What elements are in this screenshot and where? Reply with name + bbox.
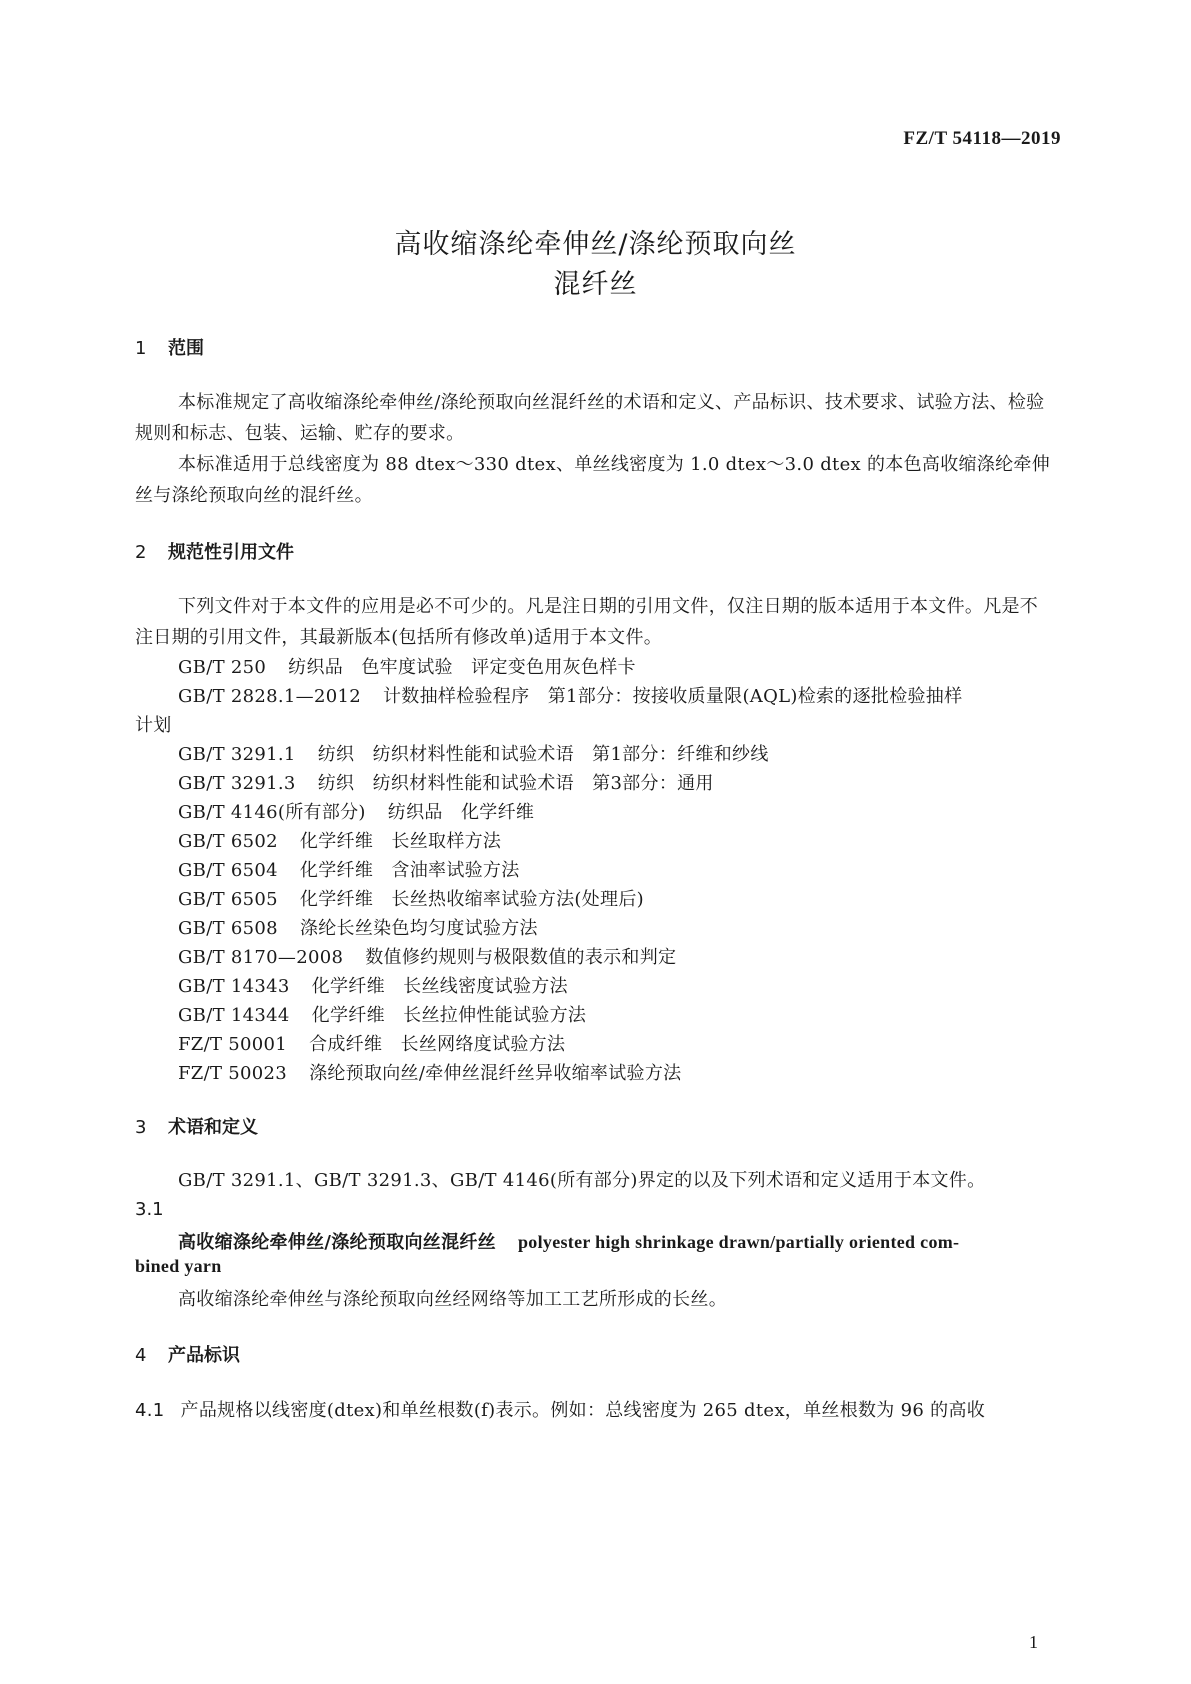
term-heading — [178, 1228, 959, 1254]
section-1-paragraph-2: 本标准适用于总线密度为 88 dtex～330 dtex、单丝线密度为 1.0 dtex～3.0 dtex 的本色高收缩涤纶牵伸丝与涤纶预取向丝的混纤丝。 — [135, 454, 1050, 506]
reference-title: 化学纤维 长丝线密度试验方法 — [311, 976, 568, 997]
reference-title: 纺织 纺织材料性能和试验术语 第3部分：通用 — [317, 773, 714, 794]
reference-item — [178, 943, 676, 969]
reference-code: GB/T 4146(所有部分) — [178, 802, 366, 823]
term-definition: 高收缩涤纶牵伸丝与涤纶预取向丝经网络等加工工艺所形成的长丝。 — [178, 1289, 727, 1310]
reference-title: 涤纶长丝染色均匀度试验方法 — [299, 918, 538, 939]
section-4-heading — [135, 1341, 240, 1367]
reference-title: 纺织 纺织材料性能和试验术语 第1部分：纤维和纱线 — [317, 744, 769, 765]
reference-item — [178, 972, 568, 998]
standard-code: FZ/T 54118—2019 — [903, 128, 1061, 149]
section-number: 3 — [135, 1117, 147, 1138]
reference-title: 计数抽样检验程序 第1部分：按接收质量限(AQL)检索的逐批检验抽样 — [383, 686, 963, 707]
reference-code: GB/T 14344 — [178, 1005, 290, 1026]
section-2-heading — [135, 538, 294, 564]
section-number: 1 — [135, 338, 147, 359]
section-number: 2 — [135, 542, 147, 563]
reference-title: 纺织品 色牢度试验 评定变色用灰色样卡 — [288, 657, 636, 678]
reference-item — [178, 1059, 681, 1085]
section-number: 4 — [135, 1345, 147, 1366]
reference-code: GB/T 6505 — [178, 889, 278, 910]
reference-item — [178, 682, 962, 708]
reference-code: GB/T 6508 — [178, 918, 278, 939]
reference-title: 化学纤维 长丝拉伸性能试验方法 — [311, 1005, 587, 1026]
reference-item — [178, 740, 769, 766]
reference-title: 化学纤维 长丝取样方法 — [299, 831, 502, 852]
section-title: 范围 — [168, 338, 204, 359]
reference-item — [178, 885, 644, 911]
reference-item — [178, 1030, 565, 1056]
section-title: 规范性引用文件 — [168, 542, 294, 563]
reference-title: 合成纤维 长丝网络度试验方法 — [309, 1034, 566, 1055]
clause-4-1 — [135, 1396, 985, 1422]
reference-item-continuation: 计划 — [135, 715, 172, 736]
document-title-line-2: 混纤丝 — [553, 269, 638, 300]
document-title-line-1: 高收缩涤纶牵伸丝/涤纶预取向丝 — [394, 229, 797, 260]
reference-title: 数值修约规则与极限数值的表示和判定 — [365, 947, 677, 968]
reference-item — [178, 653, 636, 679]
reference-code: FZ/T 50001 — [178, 1034, 288, 1055]
term-chinese: 高收缩涤纶牵伸丝/涤纶预取向丝混纤丝 — [178, 1232, 496, 1253]
reference-title: 纺织品 化学纤维 — [387, 802, 535, 823]
section-1-paragraph-1: 本标准规定了高收缩涤纶牵伸丝/涤纶预取向丝混纤丝的术语和定义、产品标识、技术要求、试验方法、检验规则和标志、包装、运输、贮存的要求。 — [135, 392, 1045, 444]
reference-item — [178, 914, 538, 940]
reference-item — [178, 827, 501, 853]
reference-title: 化学纤维 长丝热收缩率试验方法(处理后) — [299, 889, 644, 910]
reference-code: GB/T 250 — [178, 657, 267, 678]
reference-code: GB/T 2828.1—2012 — [178, 686, 361, 707]
reference-code: GB/T 6502 — [178, 831, 278, 852]
term-english: polyester high shrinkage drawn/partially oriented com- — [517, 1232, 960, 1252]
term-english-continuation: bined yarn — [135, 1256, 222, 1276]
reference-title: 化学纤维 含油率试验方法 — [299, 860, 520, 881]
section-title: 产品标识 — [168, 1345, 240, 1366]
section-title: 术语和定义 — [168, 1117, 258, 1138]
reference-code: GB/T 14343 — [178, 976, 290, 997]
clause-number: 4.1 — [135, 1400, 165, 1421]
section-3-intro: GB/T 3291.1、GB/T 3291.3、GB/T 4146(所有部分)界定的以及下列术语和定义适用于本文件。 — [178, 1170, 986, 1191]
reference-code: GB/T 8170—2008 — [178, 947, 344, 968]
reference-item — [178, 1001, 586, 1027]
reference-code: GB/T 3291.1 — [178, 744, 296, 765]
reference-code: GB/T 6504 — [178, 860, 278, 881]
clause-text: 产品规格以线密度(dtex)和单丝根数(f)表示。例如：总线密度为 265 dtex，单丝根数为 96 的高收 — [180, 1400, 986, 1421]
reference-item — [178, 856, 520, 882]
reference-code: FZ/T 50023 — [178, 1063, 288, 1084]
section-3-heading — [135, 1113, 258, 1139]
reference-item — [178, 798, 534, 824]
reference-title: 涤纶预取向丝/牵伸丝混纤丝异收缩率试验方法 — [309, 1063, 682, 1084]
reference-code: GB/T 3291.3 — [178, 773, 296, 794]
section-2-intro: 下列文件对于本文件的应用是必不可少的。凡是注日期的引用文件，仅注日期的版本适用于本文件。凡是不注日期的引用文件，其最新版本(包括所有修改单)适用于本文件。 — [135, 596, 1039, 648]
section-1-heading — [135, 334, 204, 360]
term-number: 3.1 — [135, 1199, 164, 1220]
reference-item — [178, 769, 714, 795]
page-number: 1 — [1029, 1632, 1038, 1652]
